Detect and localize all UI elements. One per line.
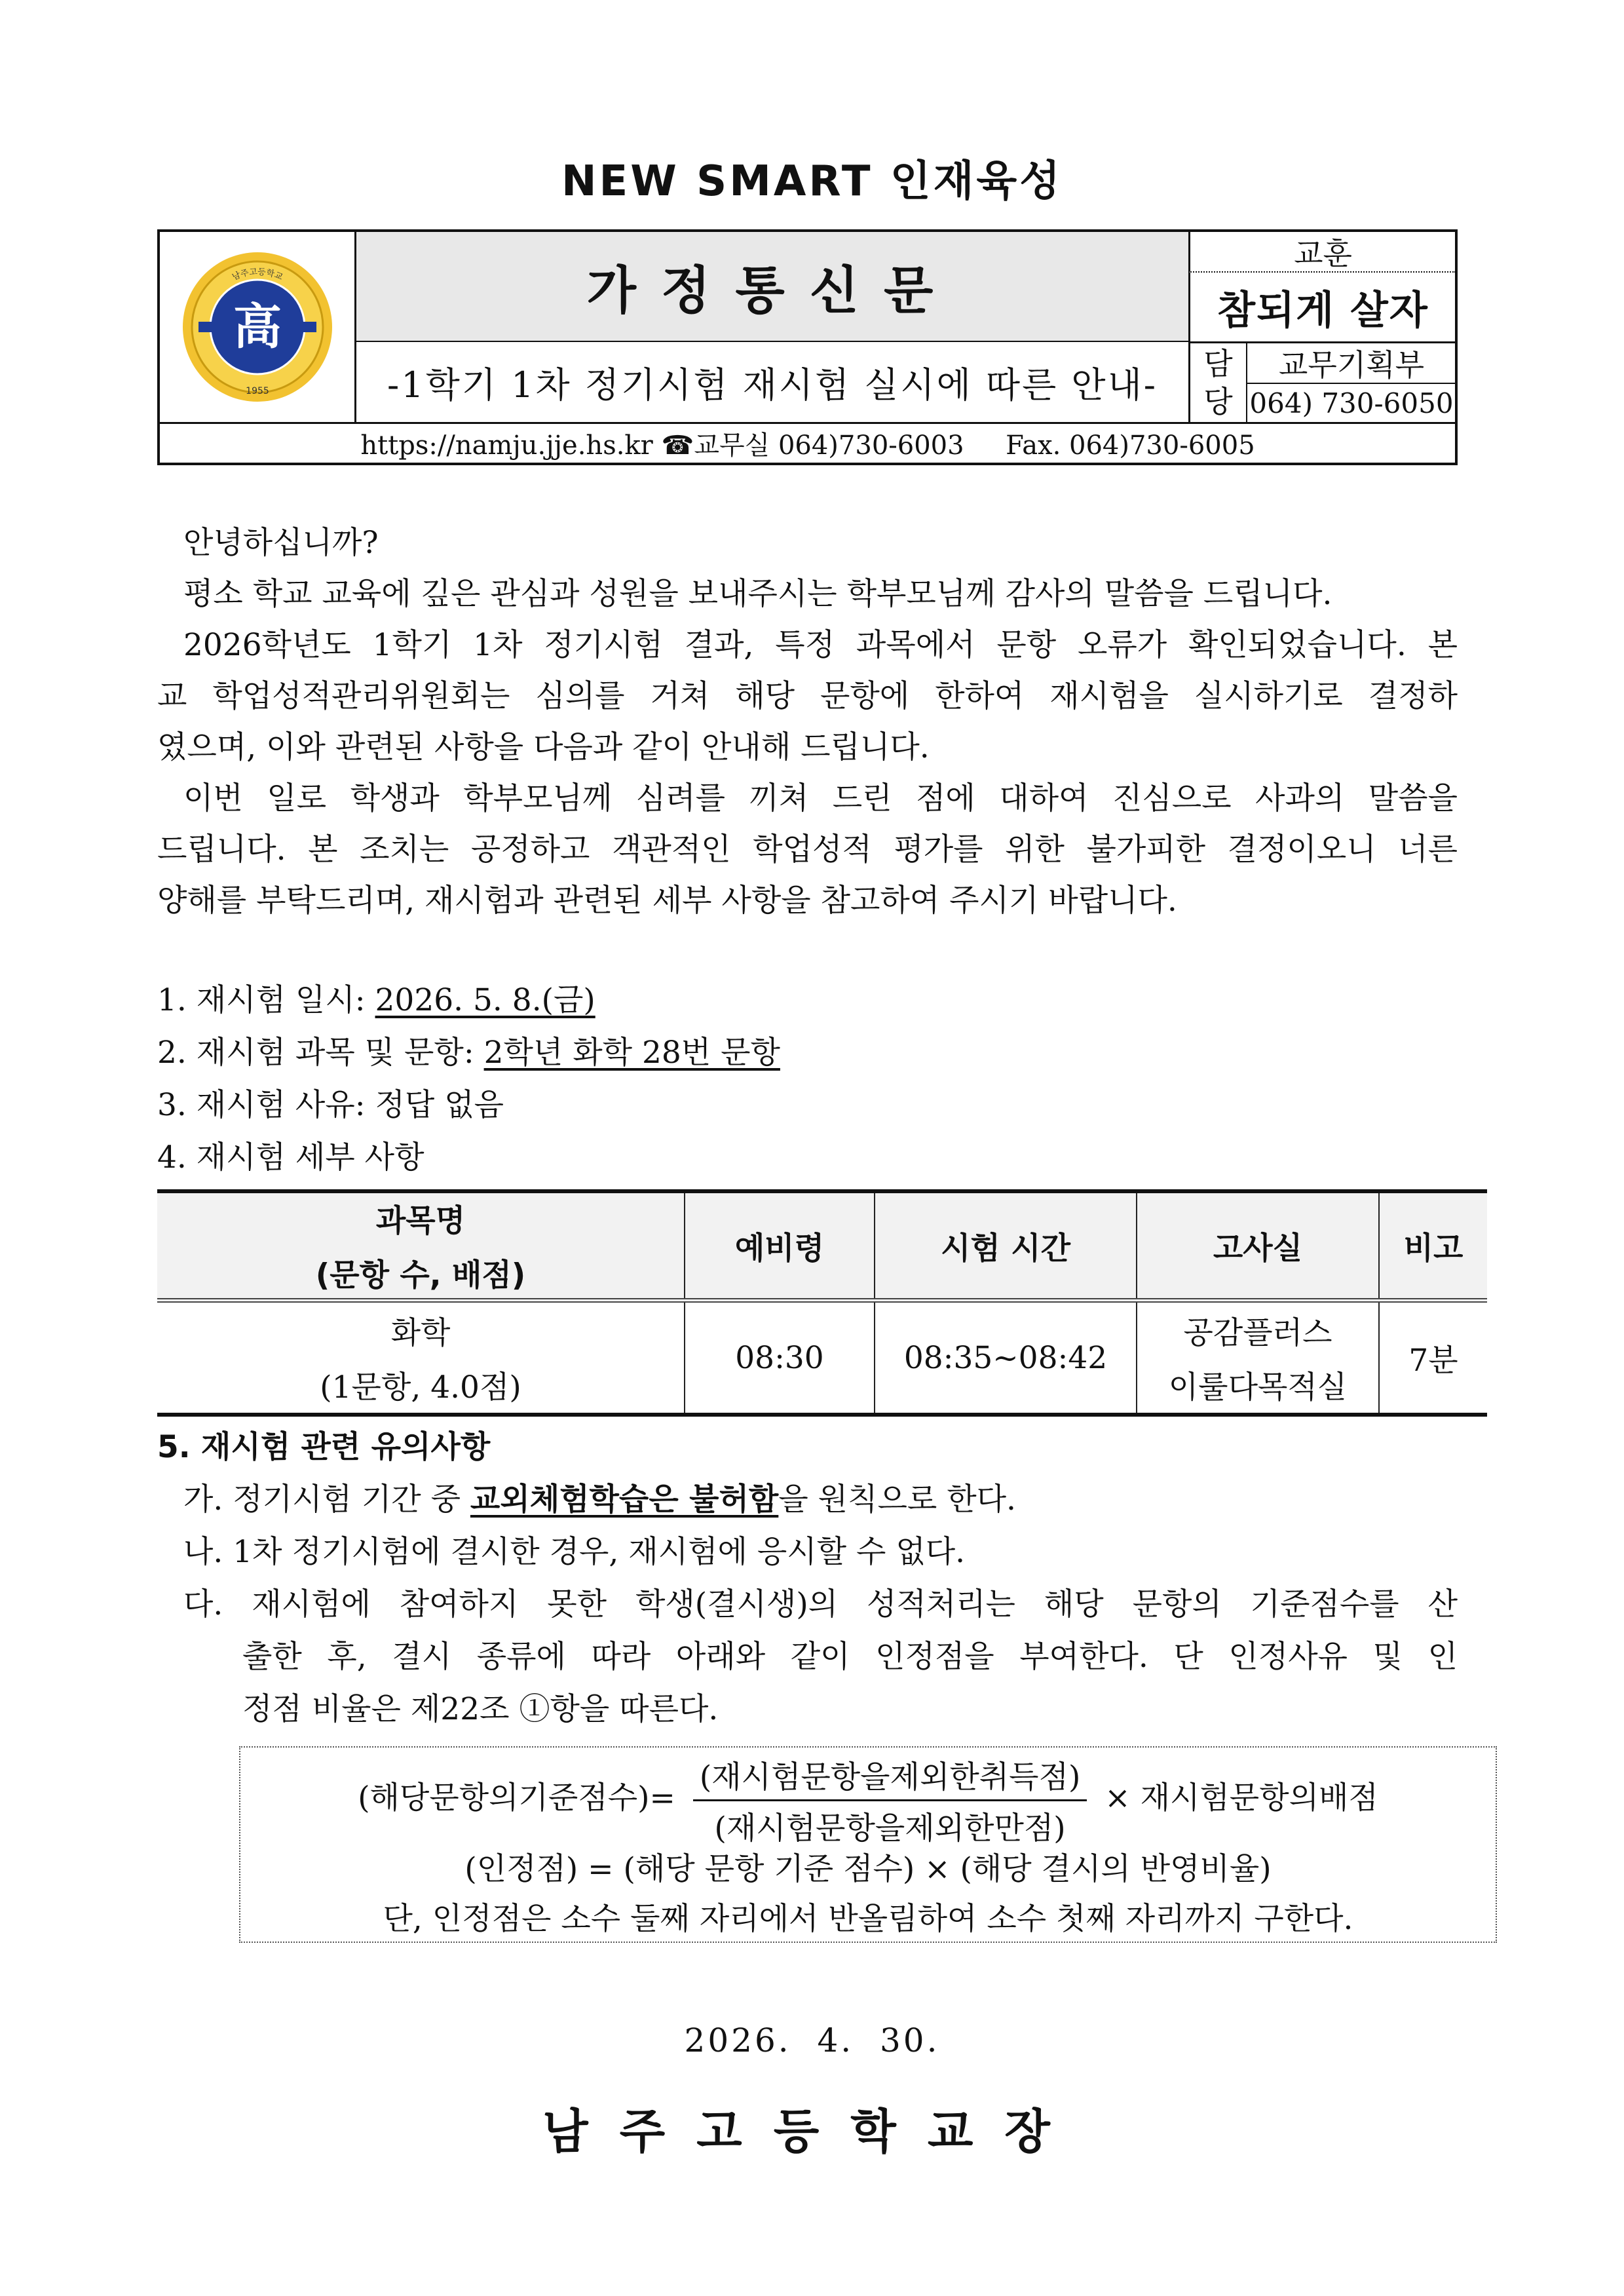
formula-numerator: (재시험문항을제외한취득점) [693, 1753, 1087, 1801]
contact-info: https://namju.jje.hs.kr ☎교무실 064)730-6003 Fax. 064)730-6005 [160, 422, 1456, 463]
formula-rhs: × 재시험문항의배점 [1105, 1780, 1378, 1816]
note-na: 나. 1차 정기시험에 결시한 경우, 재시험에 응시할 수 없다. [183, 1534, 966, 1570]
greeting-p3-line2: 교 학업성적관리위원회는 심의를 거쳐 해당 문항에 한하여 재시험을 실시하기로 결정하 [157, 678, 1458, 714]
greeting-p3-line1: 2026학년도 1학기 1차 정기시험 결과, 특정 과목에서 문항 오류가 확인되었습니다. 본 [183, 627, 1458, 663]
th-bell: 예비령 [685, 1191, 875, 1301]
note-ga-emphasis: 교외체험학습은 불허함 [470, 1482, 779, 1518]
formula-line1 [240, 1753, 1496, 1848]
th-time: 시험 시간 [875, 1191, 1137, 1301]
principal-signature: 남주고등학교장 [542, 2103, 1082, 2159]
th-subject: 과목명 (문항 수, 배점) [157, 1191, 685, 1301]
page-title: 가정통신문 [586, 261, 958, 320]
note-da-line1: 다. 재시험에 참여하지 못한 학생(결시생)의 성적처리는 해당 문항의 기준점수를 산 [183, 1586, 1458, 1622]
note-da-line3: 정점 비율은 제22조 ①항을 따른다. [242, 1691, 719, 1727]
exam-date-value: 2026. 5. 8.(금) [375, 982, 595, 1018]
school-logo-cell [160, 232, 356, 422]
th-room: 고사실 [1137, 1191, 1379, 1301]
dept-label [1188, 343, 1247, 422]
item-exam-subject: 2. 재시험 과목 및 문항: 2학년 화학 28번 문항 [157, 1035, 780, 1071]
note-da-line2: 출한 후, 결시 종류에 따라 아래와 같이 인정점을 부여한다. 단 인정사유 및 인 [242, 1639, 1458, 1675]
table-header-row [157, 1191, 1487, 1301]
formula-box [239, 1746, 1497, 1943]
subtitle: -1학기 1차 정기시험 재시험 실시에 따른 안내- [387, 364, 1158, 406]
notes-title: 5. 재시험 관련 유의사항 [157, 1429, 491, 1465]
school-emblem-icon [179, 248, 336, 406]
dept-label-2: 당 [1203, 384, 1233, 419]
greeting-p4-line2: 드립니다. 본 조치는 공정하고 객관적인 학업성적 평가를 위한 불가피한 결정이오니 너른 [157, 832, 1458, 868]
dept-phone: 064) 730-6050 [1249, 387, 1454, 419]
greeting-p4-line1: 이번 일로 학생과 학부모님께 심려를 끼쳐 드린 점에 대하여 진심으로 사과의 말씀을 [183, 780, 1458, 816]
motto-label: 교훈 [1188, 232, 1456, 273]
item-exam-date: 1. 재시험 일시: 2026. 5. 8.(금) [157, 982, 595, 1018]
formula-line3: 단, 인정점은 소수 둘째 자리에서 반올림하여 소수 첫째 자리까지 구한다. [383, 1901, 1353, 1937]
slogan: NEW SMART 인재육성 [561, 157, 1063, 206]
cell-subject: 화학 (1문항, 4.0점) [157, 1301, 685, 1415]
formula-lhs: (해당문항의기준점수)= [358, 1780, 675, 1816]
greeting-hello: 안녕하십니까? [183, 525, 379, 561]
greeting-p4-line3: 양해를 부탁드리며, 재시험과 관련된 세부 사항을 참고하여 주시기 바랍니다. [157, 883, 1177, 919]
greeting-thanks: 평소 학교 교육에 깊은 관심과 성원을 보내주시는 학부모님께 감사의 말씀을 드립니다. [183, 576, 1332, 612]
cell-bell: 08:30 [685, 1301, 875, 1415]
note-ga: 가. 정기시험 기간 중 교외체험학습은 불허함을 원칙으로 한다. [183, 1482, 1016, 1518]
logo-center-char: 高 [233, 299, 282, 355]
notice-header [157, 229, 1458, 465]
cell-time: 08:35~08:42 [875, 1301, 1137, 1415]
title-cell [356, 232, 1188, 342]
exam-subject-value: 2학년 화학 28번 문항 [483, 1035, 780, 1071]
item-exam-reason: 3. 재시험 사유: 정답 없음 [157, 1087, 504, 1123]
formula-line2: (인정점) = (해당 문항 기준 점수) × (해당 결시의 반영비율) [464, 1851, 1272, 1887]
greeting-p3-line3: 였으며, 이와 관련된 사항을 다음과 같이 안내해 드립니다. [157, 729, 930, 765]
school-motto: 참되게 살자 [1188, 273, 1456, 343]
dept-label-1: 담 [1203, 346, 1233, 381]
formula-denominator: (재시험문항을제외한만점) [714, 1810, 1066, 1846]
th-note: 비고 [1379, 1191, 1487, 1301]
logo-year: 1955 [245, 386, 269, 396]
logo-text-top: 남주고등학교 [230, 267, 284, 283]
formula-fraction [693, 1753, 1087, 1848]
cell-room: 공감플러스 이룰다목적실 [1137, 1301, 1379, 1415]
cell-note: 7분 [1379, 1301, 1487, 1415]
dept-name: 교무기획부 [1247, 343, 1456, 384]
exam-detail-table [157, 1189, 1487, 1417]
item-exam-details: 4. 재시험 세부 사항 [157, 1139, 425, 1176]
issue-date: 2026. 4. 30. [684, 2021, 940, 2059]
table-row [157, 1301, 1487, 1415]
